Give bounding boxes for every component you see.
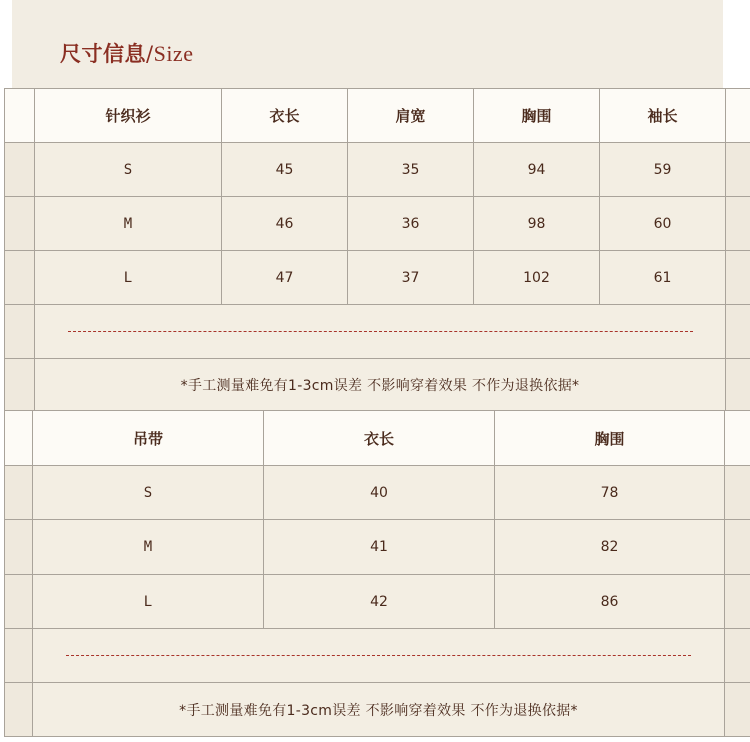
table-spine: [5, 251, 35, 305]
column-header: 衣长: [222, 89, 348, 143]
table-edge: [726, 305, 750, 359]
knit-size-table: [4, 88, 750, 411]
note-row: [5, 683, 750, 737]
title-separator: /: [146, 42, 154, 66]
measurement-note: *手工测量难免有1-3cm误差 不影响穿着效果 不作为退换依据*: [35, 359, 726, 411]
size-cell: S: [35, 143, 222, 197]
value-cell: 35: [348, 143, 474, 197]
value-cell: 61: [600, 251, 726, 305]
divider-row: [5, 629, 750, 683]
value-cell: 60: [600, 197, 726, 251]
table-spine: [5, 575, 33, 629]
table-spine: [5, 305, 35, 359]
table-edge: [725, 575, 750, 629]
table-spine: [5, 359, 35, 411]
value-cell: 45: [222, 143, 348, 197]
table-spine: [5, 411, 33, 466]
table-row: [5, 251, 750, 305]
table-row: [5, 143, 750, 197]
column-header: 吊带: [33, 411, 264, 466]
value-cell: 102: [474, 251, 600, 305]
cami-size-table: [4, 410, 750, 737]
dashed-divider-cell: [35, 305, 726, 359]
size-cell: S: [33, 466, 264, 520]
column-header: 针织衫: [35, 89, 222, 143]
table-edge: [725, 520, 750, 575]
dashed-divider: [66, 655, 691, 656]
cami-header-row: [5, 411, 750, 466]
size-cell: L: [35, 251, 222, 305]
table-spine: [5, 629, 33, 683]
table-row: [5, 466, 750, 520]
table-edge: [725, 683, 750, 737]
column-header: 胸围: [474, 89, 600, 143]
value-cell: 46: [222, 197, 348, 251]
table-spine: [5, 143, 35, 197]
title-en: Size: [153, 41, 194, 66]
table-edge: [726, 197, 750, 251]
value-cell: 86: [495, 575, 725, 629]
dashed-divider-cell: [33, 629, 725, 683]
column-header: 衣长: [264, 411, 495, 466]
knit-header-row: [5, 89, 750, 143]
table-row: [5, 575, 750, 629]
value-cell: 98: [474, 197, 600, 251]
column-header: 肩宽: [348, 89, 474, 143]
value-cell: 47: [222, 251, 348, 305]
value-cell: 40: [264, 466, 495, 520]
value-cell: 59: [600, 143, 726, 197]
table-edge: [725, 466, 750, 520]
table-edge: [725, 629, 750, 683]
table-spine: [5, 466, 33, 520]
table-edge: [725, 411, 750, 466]
table-row: [5, 197, 750, 251]
dashed-divider: [68, 331, 693, 332]
size-cell: M: [35, 197, 222, 251]
table-spine: [5, 520, 33, 575]
value-cell: 36: [348, 197, 474, 251]
note-row: [5, 359, 750, 411]
table-spine: [5, 89, 35, 143]
table-edge: [726, 251, 750, 305]
value-cell: 41: [264, 520, 495, 575]
size-cell: L: [33, 575, 264, 629]
value-cell: 94: [474, 143, 600, 197]
table-spine: [5, 197, 35, 251]
table-edge: [726, 143, 750, 197]
page-title: [60, 38, 193, 68]
column-header: 袖长: [600, 89, 726, 143]
column-header: 胸围: [495, 411, 725, 466]
measurement-note: *手工测量难免有1-3cm误差 不影响穿着效果 不作为退换依据*: [33, 683, 725, 737]
title-cn: 尺寸信息: [60, 42, 146, 66]
divider-row: [5, 305, 750, 359]
table-edge: [726, 89, 750, 143]
value-cell: 37: [348, 251, 474, 305]
value-cell: 82: [495, 520, 725, 575]
table-spine: [5, 683, 33, 737]
value-cell: 78: [495, 466, 725, 520]
table-row: [5, 520, 750, 575]
table-edge: [726, 359, 750, 411]
value-cell: 42: [264, 575, 495, 629]
size-cell: M: [33, 520, 264, 575]
